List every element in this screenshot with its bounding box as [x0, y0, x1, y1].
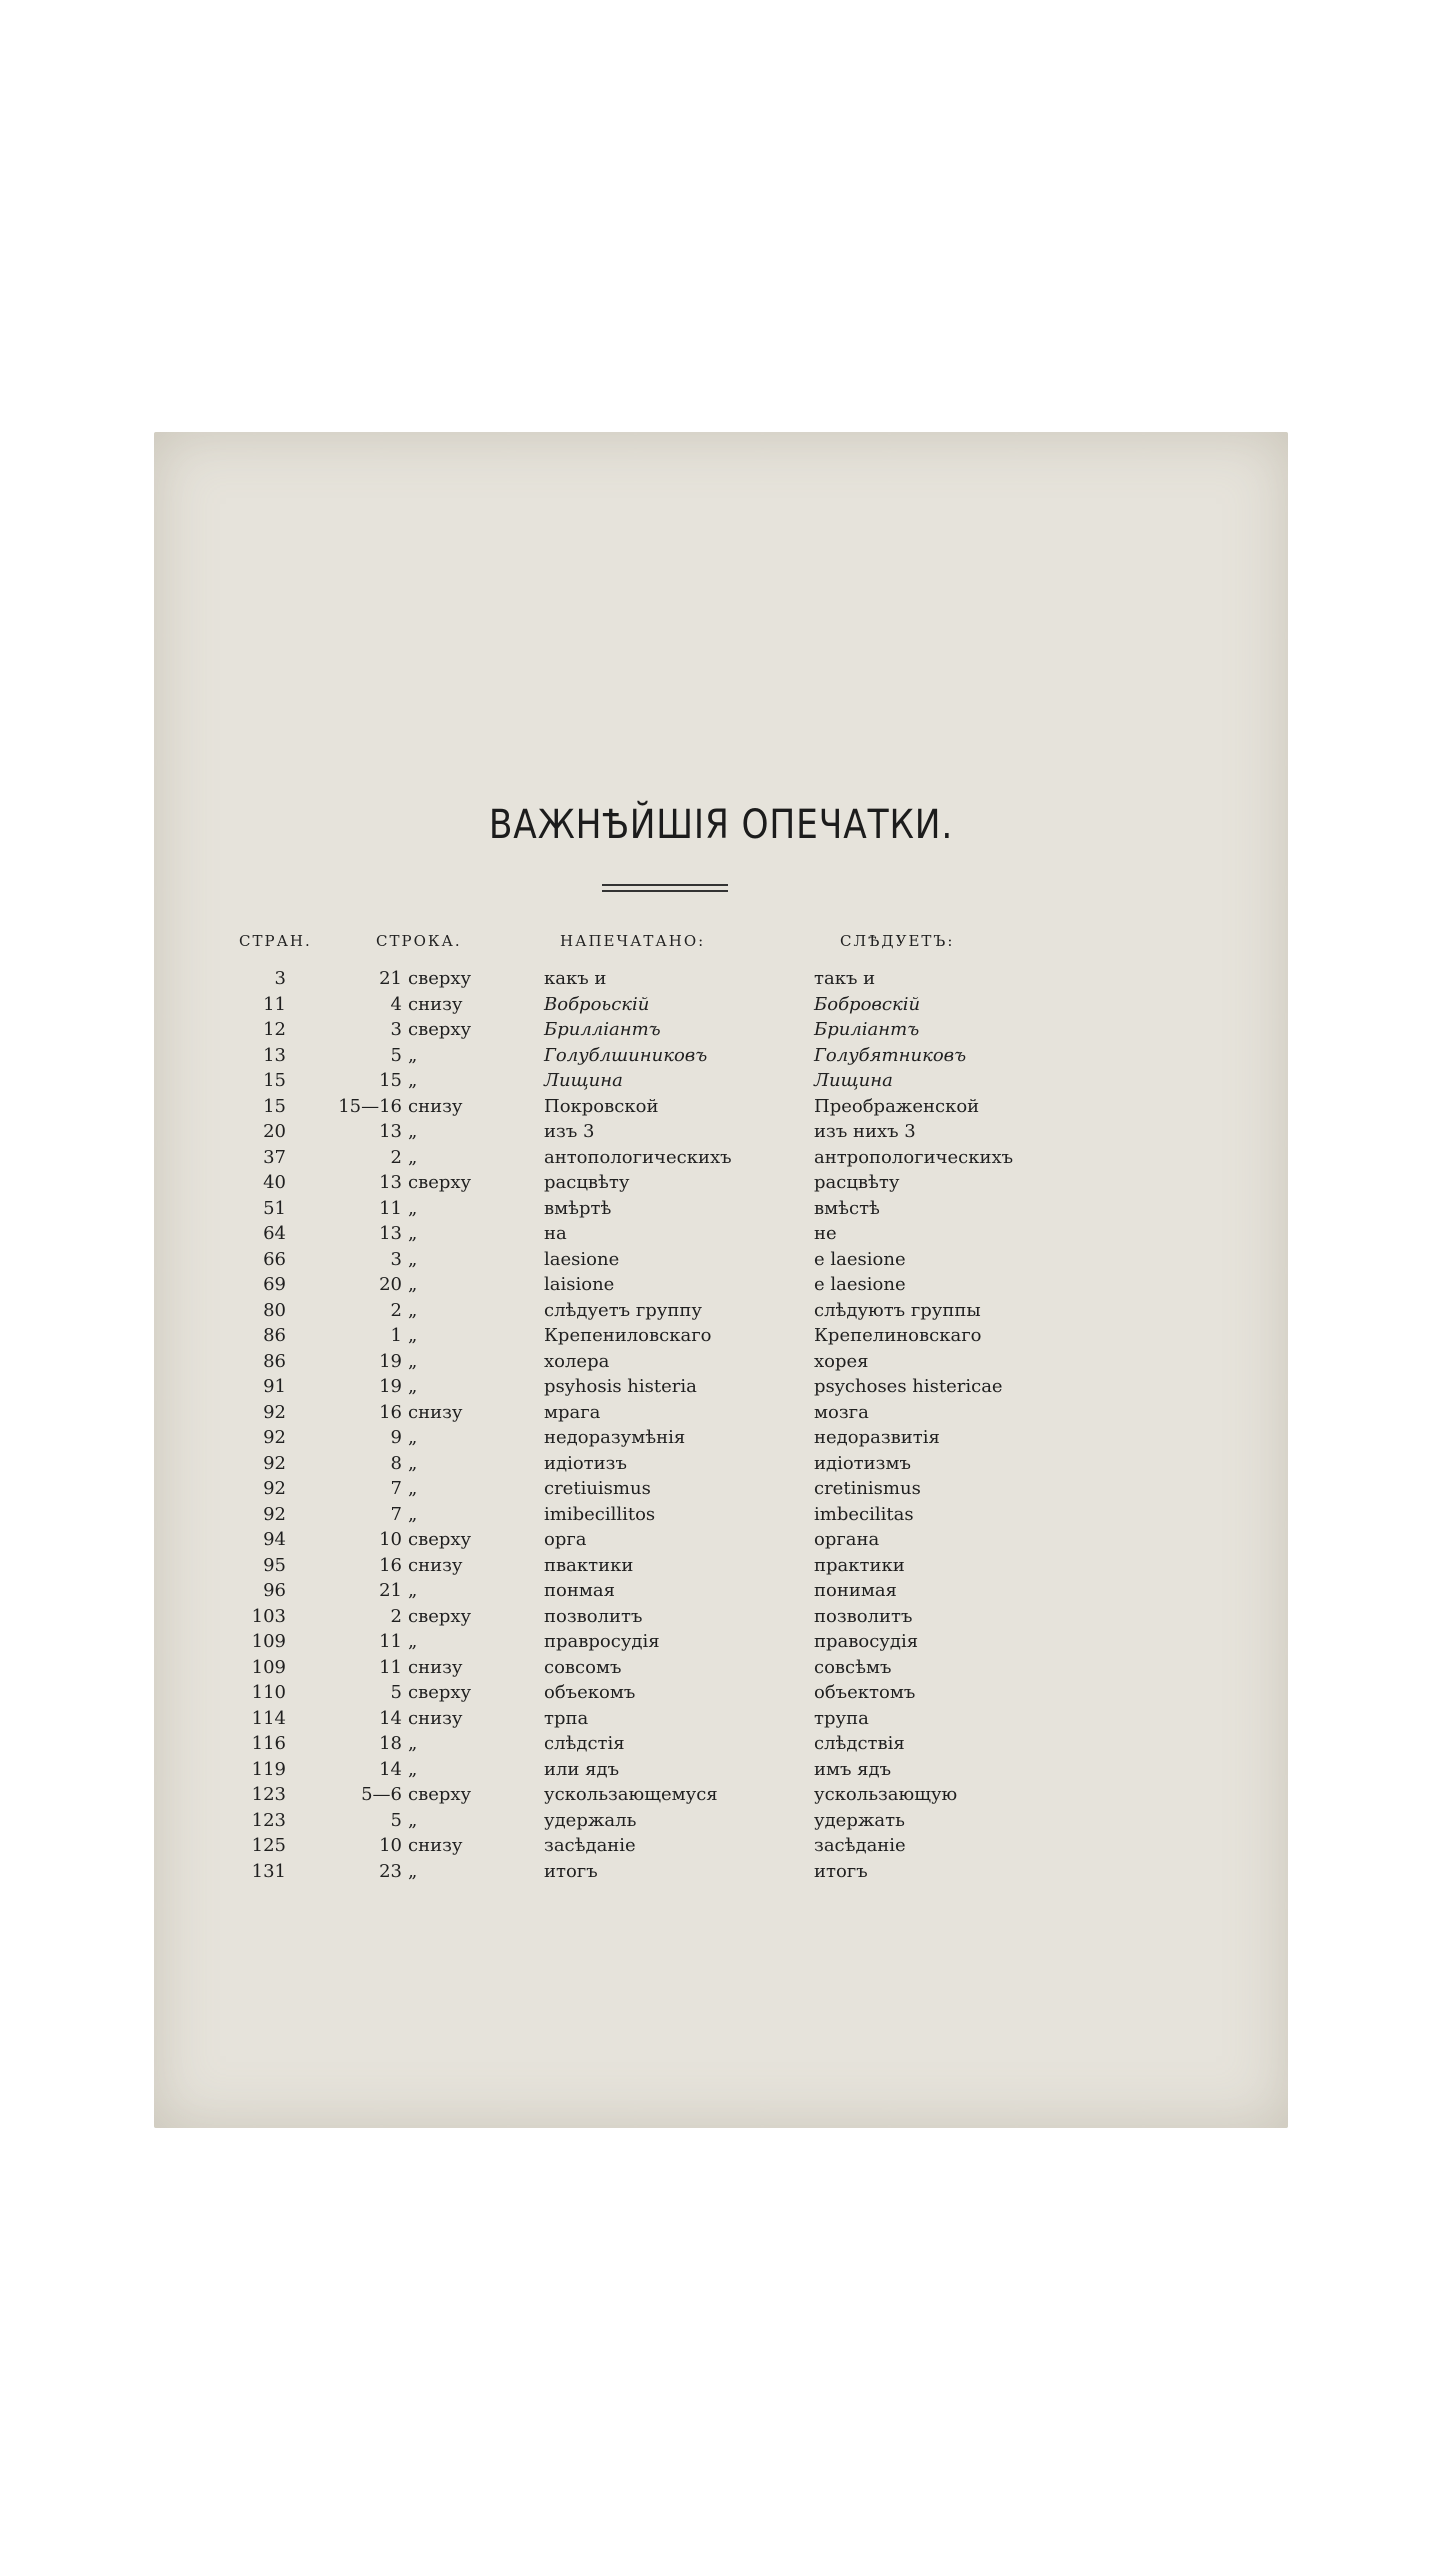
row-position: сверху — [408, 1682, 472, 1703]
errata-page — [154, 432, 1288, 2128]
row-page: 92 — [263, 1401, 286, 1423]
row-line: 3 — [390, 1248, 402, 1270]
row-position: снизу — [408, 993, 463, 1015]
row-line: 20 — [379, 1274, 402, 1295]
row-printed: недоразумѣнія — [544, 1427, 686, 1448]
table-row — [154, 1249, 1288, 1275]
row-printed: слѣдстія — [544, 1733, 625, 1754]
table-row — [154, 1147, 1288, 1173]
table-row — [154, 1121, 1288, 1147]
row-printed: imibecillitos — [544, 1503, 656, 1525]
row-should: практики — [814, 1554, 905, 1576]
row-should: Бриліантъ — [814, 1019, 920, 1040]
row-page: 95 — [263, 1554, 286, 1576]
row-should: Преображенской — [814, 1095, 980, 1117]
row-position: „ — [408, 1631, 418, 1652]
row-printed: понмая — [544, 1580, 615, 1601]
row-page: 92 — [263, 1478, 286, 1499]
row-should: мозга — [814, 1401, 869, 1423]
row-page: 12 — [263, 1019, 286, 1040]
row-page: 80 — [263, 1299, 286, 1321]
row-printed: орга — [544, 1529, 587, 1550]
table-row — [154, 1682, 1288, 1708]
row-page: 64 — [263, 1223, 286, 1244]
row-should: засѣданіе — [814, 1835, 906, 1856]
row-position: „ — [408, 1274, 418, 1295]
row-page: 37 — [263, 1146, 286, 1168]
row-position: „ — [408, 1860, 418, 1882]
row-position: „ — [408, 1580, 418, 1601]
row-printed: трпа — [544, 1707, 589, 1729]
row-should: совсѣмъ — [814, 1656, 892, 1678]
row-printed: какъ и — [544, 968, 607, 989]
row-line: 19 — [379, 1350, 402, 1372]
row-line: 21 — [379, 1580, 402, 1601]
row-printed: удержаль — [544, 1809, 637, 1831]
table-row — [154, 1274, 1288, 1300]
row-should: трупа — [814, 1707, 869, 1729]
row-line: 1 — [390, 1325, 402, 1346]
row-position: „ — [408, 1758, 418, 1780]
row-position: „ — [408, 1733, 418, 1754]
row-page: 123 — [251, 1809, 286, 1831]
row-position: снизу — [408, 1656, 463, 1678]
row-printed: слѣдуетъ группу — [544, 1299, 702, 1321]
row-position: „ — [408, 1325, 418, 1346]
row-position: „ — [408, 1223, 418, 1244]
table-row — [154, 1325, 1288, 1351]
row-page: 116 — [251, 1733, 286, 1754]
row-page: 109 — [251, 1631, 286, 1652]
table-row — [154, 1861, 1288, 1887]
row-position: снизу — [408, 1401, 463, 1423]
row-printed: совсомъ — [544, 1656, 622, 1678]
row-line: 15 — [379, 1070, 402, 1091]
row-line: 18 — [379, 1733, 402, 1754]
row-line: 13 — [379, 1223, 402, 1244]
row-printed: или ядъ — [544, 1758, 620, 1780]
row-should: идіотизмъ — [814, 1452, 911, 1474]
header-printed: НАПЕЧАТАНО: — [560, 932, 706, 950]
row-page: 11 — [263, 993, 286, 1015]
row-position: сверху — [408, 1605, 472, 1627]
row-position: „ — [408, 1478, 418, 1499]
row-should: Бобровскій — [814, 993, 921, 1015]
header-line: СТРОКА. — [376, 932, 462, 950]
row-should: такъ и — [814, 968, 876, 989]
row-position: „ — [408, 1503, 418, 1525]
row-line: 21 — [379, 968, 402, 989]
row-page: 20 — [263, 1121, 286, 1142]
row-page: 91 — [263, 1376, 286, 1397]
row-line: 4 — [390, 993, 402, 1015]
row-should: недоразвитія — [814, 1427, 940, 1448]
page-title: ВАЖНѢЙШІЯ ОПЕЧАТКИ. — [488, 802, 954, 848]
table-row — [154, 1172, 1288, 1198]
row-line: 14 — [379, 1758, 402, 1780]
row-should: cretinismus — [814, 1478, 921, 1499]
table-row — [154, 1810, 1288, 1836]
row-line: 11 — [379, 1197, 402, 1219]
table-row — [154, 1427, 1288, 1453]
row-should: хорея — [814, 1350, 869, 1372]
row-should: Лищина — [814, 1070, 893, 1091]
row-printed: итогъ — [544, 1860, 598, 1882]
row-printed: расцвѣту — [544, 1172, 630, 1193]
row-should: Голубятниковъ — [814, 1044, 967, 1066]
row-printed: антопологическихъ — [544, 1146, 732, 1168]
row-printed: изъ 3 — [544, 1121, 595, 1142]
row-line: 11 — [379, 1631, 402, 1652]
row-printed: Лищина — [544, 1070, 623, 1091]
row-printed: ускользающемуся — [544, 1784, 718, 1805]
row-position: „ — [408, 1809, 418, 1831]
title-rule-top — [602, 884, 728, 886]
row-page: 92 — [263, 1427, 286, 1448]
row-position: „ — [408, 1376, 418, 1397]
row-line: 10 — [379, 1529, 402, 1550]
row-position: сверху — [408, 1019, 472, 1040]
row-should: слѣдствія — [814, 1733, 905, 1754]
row-should: не — [814, 1223, 837, 1244]
row-printed: Голублшиниковъ — [544, 1044, 708, 1066]
row-line: 10 — [379, 1835, 402, 1856]
row-printed: засѣданіе — [544, 1835, 636, 1856]
row-line: 16 — [379, 1554, 402, 1576]
header-should: СЛѢДУЕТЪ: — [840, 932, 955, 950]
row-line: 5 — [390, 1809, 402, 1831]
row-should: слѣдуютъ группы — [814, 1299, 981, 1321]
row-page: 103 — [251, 1605, 286, 1627]
table-row — [154, 1631, 1288, 1657]
row-position: „ — [408, 1044, 418, 1066]
table-row — [154, 1070, 1288, 1096]
row-printed: пвактики — [544, 1554, 634, 1576]
table-row — [154, 1300, 1288, 1326]
row-line: 13 — [379, 1121, 402, 1142]
row-should: имъ ядъ — [814, 1758, 892, 1780]
row-printed: Воброьскій — [544, 993, 650, 1015]
row-page: 13 — [263, 1044, 286, 1066]
table-row — [154, 1478, 1288, 1504]
row-line: 2 — [390, 1299, 402, 1321]
row-line: 2 — [390, 1605, 402, 1627]
row-page: 114 — [251, 1707, 286, 1729]
row-page: 15 — [263, 1070, 286, 1091]
row-page: 69 — [263, 1274, 286, 1295]
row-line: 5 — [390, 1682, 402, 1703]
row-position: сверху — [408, 1529, 472, 1550]
row-page: 66 — [263, 1248, 286, 1270]
table-row — [154, 1198, 1288, 1224]
errata-table — [154, 968, 1288, 1886]
row-page: 131 — [251, 1860, 286, 1882]
row-should: понимая — [814, 1580, 897, 1601]
row-should: вмѣстѣ — [814, 1197, 880, 1219]
row-printed: идіотизъ — [544, 1452, 627, 1474]
row-page: 15 — [263, 1095, 286, 1117]
row-printed: вмѣртѣ — [544, 1197, 612, 1219]
row-printed: laisione — [544, 1274, 615, 1295]
row-should: изъ нихъ 3 — [814, 1121, 916, 1142]
table-row — [154, 1733, 1288, 1759]
row-printed: Крепениловскаго — [544, 1325, 712, 1346]
row-should: антропологическихъ — [814, 1146, 1014, 1168]
row-position: снизу — [408, 1095, 463, 1117]
row-should: ускользающую — [814, 1784, 958, 1805]
row-line: 5 — [390, 1044, 402, 1066]
row-printed: холера — [544, 1350, 610, 1372]
row-line: 13 — [379, 1172, 402, 1193]
row-printed: правросудія — [544, 1631, 660, 1652]
table-row — [154, 1580, 1288, 1606]
row-page: 96 — [263, 1580, 286, 1601]
row-line: 23 — [379, 1860, 402, 1882]
row-printed: позволитъ — [544, 1605, 643, 1627]
title-rule-bottom — [602, 890, 728, 892]
row-should: правосудія — [814, 1631, 919, 1652]
row-line: 8 — [390, 1452, 402, 1474]
row-position: „ — [408, 1299, 418, 1321]
row-position: „ — [408, 1248, 418, 1270]
table-row — [154, 1555, 1288, 1581]
row-position: „ — [408, 1121, 418, 1142]
row-position: сверху — [408, 1172, 472, 1193]
row-should: e laesione — [814, 1248, 906, 1270]
row-page: 40 — [263, 1172, 286, 1193]
table-row — [154, 1759, 1288, 1785]
row-should: позволитъ — [814, 1605, 913, 1627]
row-line: 5—6 — [361, 1784, 402, 1805]
row-line: 2 — [390, 1146, 402, 1168]
table-row — [154, 1096, 1288, 1122]
row-printed: Покровской — [544, 1095, 659, 1117]
row-page: 109 — [251, 1656, 286, 1678]
table-row — [154, 1402, 1288, 1428]
row-position: „ — [408, 1070, 418, 1091]
row-line: 19 — [379, 1376, 402, 1397]
row-should: органа — [814, 1529, 880, 1550]
row-line: 7 — [390, 1478, 402, 1499]
row-page: 92 — [263, 1452, 286, 1474]
table-row — [154, 1784, 1288, 1810]
row-line: 3 — [390, 1019, 402, 1040]
row-page: 92 — [263, 1503, 286, 1525]
table-row — [154, 1223, 1288, 1249]
table-row — [154, 994, 1288, 1020]
table-row — [154, 1019, 1288, 1045]
row-page: 94 — [263, 1529, 286, 1550]
row-should: imbecilitas — [814, 1503, 914, 1525]
row-should: удержать — [814, 1809, 905, 1831]
table-row — [154, 1529, 1288, 1555]
table-row — [154, 1504, 1288, 1530]
row-line: 9 — [390, 1427, 402, 1448]
row-printed: мрага — [544, 1401, 601, 1423]
header-page: СТРАН. — [239, 932, 312, 950]
row-position: сверху — [408, 1784, 472, 1805]
row-line: 16 — [379, 1401, 402, 1423]
table-row — [154, 1657, 1288, 1683]
row-should: объектомъ — [814, 1682, 916, 1703]
row-page: 119 — [251, 1758, 286, 1780]
table-row — [154, 1045, 1288, 1071]
row-page: 110 — [251, 1682, 286, 1703]
row-position: снизу — [408, 1707, 463, 1729]
row-line: 11 — [379, 1656, 402, 1678]
row-position: „ — [408, 1350, 418, 1372]
table-row — [154, 1708, 1288, 1734]
table-row — [154, 968, 1288, 994]
row-printed: Брилліантъ — [544, 1019, 661, 1040]
row-position: сверху — [408, 968, 472, 989]
row-position: „ — [408, 1452, 418, 1474]
table-row — [154, 1376, 1288, 1402]
row-should: psychoses histericae — [814, 1376, 1003, 1397]
table-row — [154, 1835, 1288, 1861]
row-line: 14 — [379, 1707, 402, 1729]
row-line: 7 — [390, 1503, 402, 1525]
row-position: „ — [408, 1146, 418, 1168]
row-should: Крепелиновскаго — [814, 1325, 982, 1346]
row-printed: объекомъ — [544, 1682, 636, 1703]
row-printed: psyhosis histeria — [544, 1376, 697, 1397]
row-should: расцвѣту — [814, 1172, 900, 1193]
row-printed: laesione — [544, 1248, 620, 1270]
row-position: „ — [408, 1197, 418, 1219]
row-position: снизу — [408, 1554, 463, 1576]
table-row — [154, 1606, 1288, 1632]
row-printed: cretiuismus — [544, 1478, 651, 1499]
row-should: итогъ — [814, 1860, 868, 1882]
row-position: снизу — [408, 1835, 463, 1856]
row-printed: на — [544, 1223, 567, 1244]
table-row — [154, 1453, 1288, 1479]
row-should: e laesione — [814, 1274, 906, 1295]
row-page: 123 — [251, 1784, 286, 1805]
row-page: 51 — [263, 1197, 286, 1219]
row-line: 15—16 — [338, 1095, 402, 1117]
row-page: 86 — [263, 1325, 286, 1346]
row-page: 3 — [274, 968, 286, 989]
table-row — [154, 1351, 1288, 1377]
row-page: 125 — [251, 1835, 286, 1856]
row-position: „ — [408, 1427, 418, 1448]
row-page: 86 — [263, 1350, 286, 1372]
